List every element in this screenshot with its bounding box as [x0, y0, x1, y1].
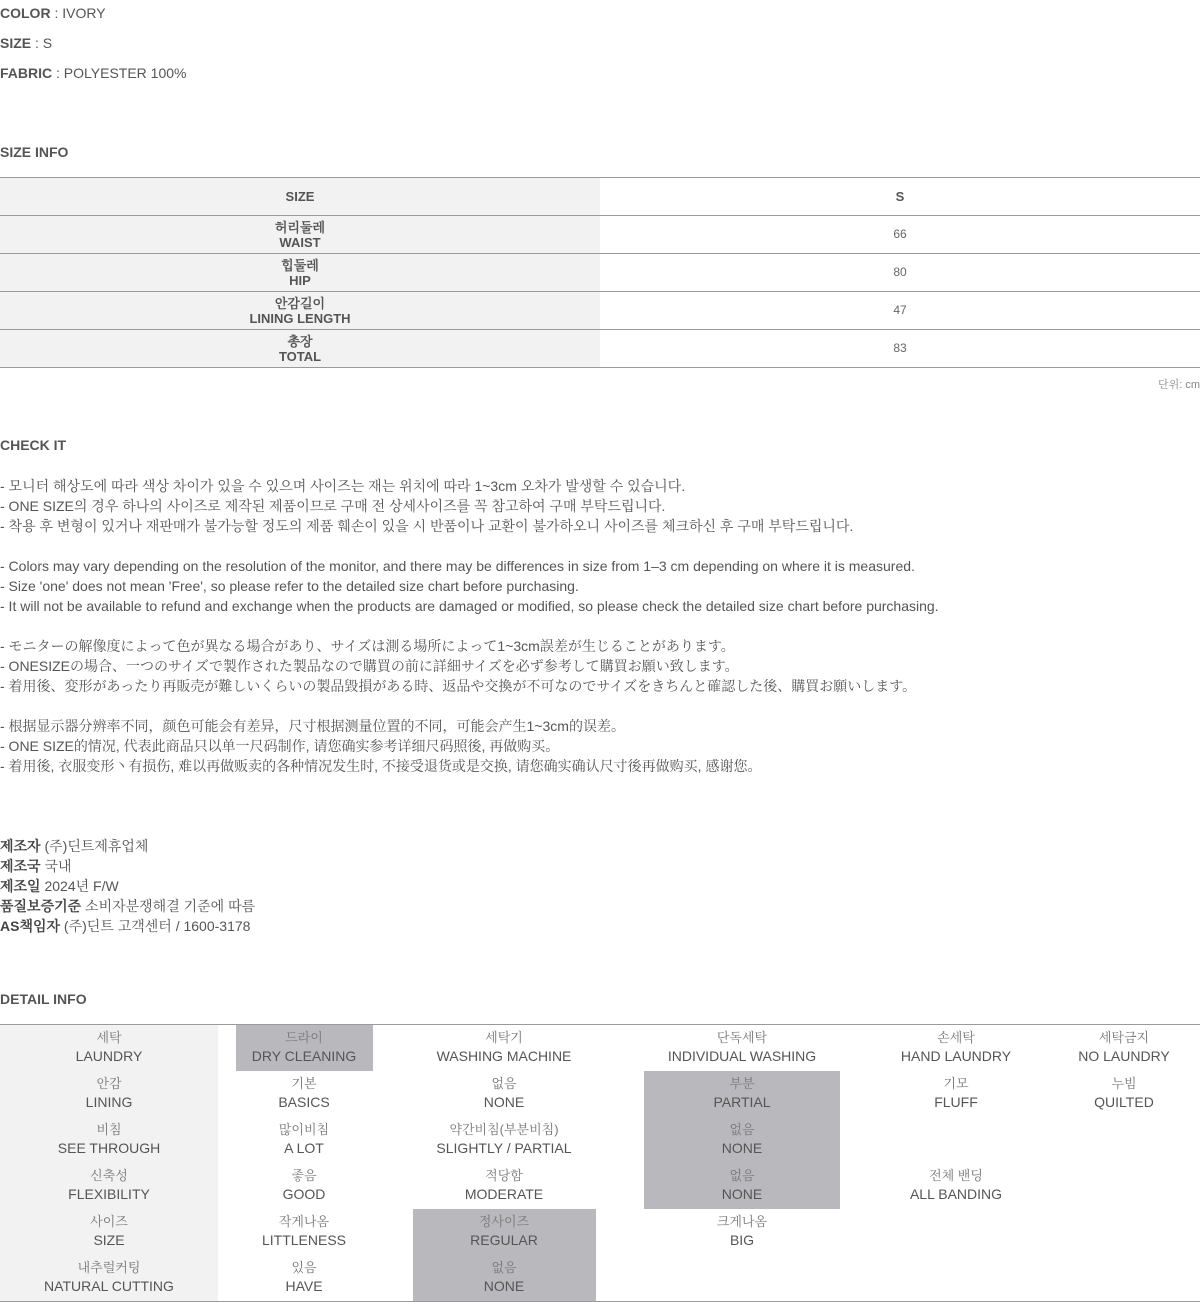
- spec-label: SIZE: [0, 35, 32, 51]
- detail-en: INDIVIDUAL WASHING: [667, 1048, 817, 1064]
- mfg-value: (주)딘트제휴업체: [44, 838, 149, 854]
- detail-en: DRY CLEANING: [251, 1048, 357, 1064]
- detail-en: LITTLENESS: [261, 1232, 347, 1248]
- size-row-value: 66: [600, 216, 1200, 254]
- spec-color: COLOR : IVORY: [0, 5, 106, 21]
- detail-en: FLEXIBILITY: [68, 1186, 150, 1202]
- note-line: - Size 'one' does not mean 'Free', so please refer to the detailed size chart before purchasing.: [0, 578, 579, 594]
- size-row-label: [0, 254, 600, 292]
- detail-ko: 단독세탁: [716, 1030, 768, 1045]
- detail-table: [0, 1024, 1200, 1302]
- note-line: - It will not be available to refund and exchange when the products are damaged or modified, so please check the detailed size chart before purchasing.: [0, 598, 939, 614]
- check-it-notes: [0, 476, 939, 776]
- size-label-ko: 총장: [287, 333, 313, 349]
- detail-ko: 기모: [943, 1076, 969, 1091]
- spec-label: FABRIC: [0, 65, 53, 81]
- mfg-row: [0, 836, 255, 856]
- manufacturer-info: [0, 836, 255, 936]
- mfg-row: [0, 876, 255, 896]
- spec-fabric: FABRIC : POLYESTER 100%: [0, 65, 187, 81]
- mfg-label: 제조일: [0, 878, 41, 894]
- mfg-row: [0, 916, 255, 936]
- detail-en: NONE: [721, 1140, 763, 1156]
- detail-ko: 약간비침(부분비침): [449, 1122, 559, 1137]
- detail-en: SLIGHTLY / PARTIAL: [436, 1140, 572, 1156]
- size-row-hip: [0, 254, 1200, 292]
- detail-en: NONE: [483, 1278, 525, 1294]
- detail-en: BASICS: [278, 1094, 330, 1110]
- detail-ko: 정사이즈: [478, 1214, 530, 1229]
- detail-ko: 기본: [291, 1076, 317, 1091]
- size-header-label: SIZE: [0, 178, 600, 216]
- size-label-ko: 허리둘레: [274, 219, 326, 235]
- mfg-row: [0, 896, 255, 916]
- note-line: - ONESIZEの場合、一つのサイズで製作された製品なので購買の前に詳細サイズを必ず参考して購買お願い致します。: [0, 658, 739, 674]
- detail-ko: 누빔: [1111, 1076, 1137, 1091]
- detail-en: NONE: [483, 1094, 525, 1110]
- size-header-value: S: [600, 178, 1200, 216]
- detail-ko: 세탁금지: [1098, 1030, 1150, 1045]
- detail-ko: 좋음: [291, 1168, 317, 1183]
- detail-en: FLUFF: [934, 1094, 978, 1110]
- size-row-label: [0, 292, 600, 330]
- detail-ko: 전체 밴딩: [929, 1168, 983, 1183]
- size-row-value: 83: [600, 330, 1200, 368]
- mfg-label: 품질보증기준: [0, 898, 82, 914]
- detail-ko: 많이비침: [278, 1122, 330, 1137]
- size-label-en: HIP: [289, 272, 311, 288]
- detail-ko: 작게나옴: [278, 1214, 330, 1229]
- detail-en: NONE: [721, 1186, 763, 1202]
- size-table: [0, 177, 1200, 368]
- detail-en: WASHING MACHINE: [436, 1048, 572, 1064]
- note-line: - Colors may vary depending on the resolution of the monitor, and there may be differences in size from 1–3 cm depending on where it is measured.: [0, 558, 915, 574]
- detail-ko: 세탁기: [485, 1030, 523, 1045]
- size-label-en: TOTAL: [278, 348, 322, 364]
- detail-ko: 없음: [729, 1122, 755, 1137]
- size-row-label: [0, 216, 600, 254]
- detail-ko: 사이즈: [90, 1214, 128, 1229]
- detail-ko: 손세탁: [937, 1030, 975, 1045]
- detail-en: SEE THROUGH: [57, 1140, 161, 1156]
- size-row-value: 80: [600, 254, 1200, 292]
- detail-ko: 없음: [729, 1168, 755, 1183]
- note-line: - 모니터 해상도에 따라 색상 차이가 있을 수 있으며 사이즈는 재는 위치에 따라 1~3cm 오차가 발생할 수 있습니다.: [0, 478, 686, 494]
- mfg-value: 국내: [44, 858, 72, 874]
- note-line: - 根据显示器分辨率不同，颜色可能会有差异，尺寸根据测量位置的不同，可能会产生1~3cm的误差。: [0, 718, 625, 734]
- unit-note: 단위: cm: [1157, 379, 1200, 391]
- size-label-en: LINING LENGTH: [249, 310, 351, 326]
- mfg-value: 2024년 F/W: [44, 878, 119, 894]
- note-line: - ONE SIZE的情况, 代表此商品只以单一尺码制作, 请您确实参考详细尺码照後, 再做购买。: [0, 738, 560, 754]
- mfg-label: AS책임자: [0, 918, 61, 934]
- detail-ko: 안감: [96, 1076, 122, 1091]
- size-row-total: [0, 330, 1200, 368]
- size-label-en: WAIST: [279, 234, 321, 250]
- size-row-waist: [0, 216, 1200, 254]
- note-line: - 着用後, 衣服变形丶有损伤, 难以再做贩卖的各种情况发生时, 不接受退货或是交换, 请您确实确认尺寸後再做购买, 感谢您。: [0, 758, 762, 774]
- detail-en: LAUNDRY: [75, 1048, 143, 1064]
- detail-ko: 적당함: [485, 1168, 523, 1183]
- detail-ko: 세탁: [96, 1030, 122, 1045]
- detail-ko: 없음: [491, 1076, 517, 1091]
- size-row-label: [0, 330, 600, 368]
- detail-en: MODERATE: [464, 1186, 544, 1202]
- size-info-title: SIZE INFO: [0, 144, 69, 160]
- mfg-label: 제조국: [0, 858, 41, 874]
- detail-en: HAVE: [285, 1278, 323, 1294]
- detail-en: GOOD: [282, 1186, 326, 1202]
- detail-ko: 내추럴커팅: [77, 1260, 141, 1275]
- detail-en: QUILTED: [1094, 1094, 1154, 1110]
- spec-value: POLYESTER 100%: [63, 65, 187, 81]
- detail-en: NATURAL CUTTING: [44, 1278, 174, 1294]
- size-label-ko: 안감길이: [274, 295, 326, 311]
- detail-en: LINING: [85, 1094, 133, 1110]
- detail-en: HAND LAUNDRY: [900, 1048, 1012, 1064]
- detail-ko: 있음: [291, 1260, 317, 1275]
- spec-value: S: [42, 35, 53, 51]
- spec-size: SIZE : S: [0, 35, 53, 51]
- note-line: - モニターの解像度によって色が異なる場合があり、サイズは測る場所によって1~3cm誤差が生じることがあります。: [0, 638, 735, 654]
- detail-en: REGULAR: [470, 1232, 538, 1248]
- mfg-value: 소비자분쟁해결 기준에 따름: [85, 898, 256, 914]
- detail-en: ALL BANDING: [909, 1186, 1003, 1202]
- note-line: - ONE SIZE의 경우 하나의 사이즈로 제작된 제품이므로 구매 전 상세사이즈를 꼭 참고하여 구매 부탁드립니다.: [0, 498, 666, 514]
- detail-info-title: DETAIL INFO: [0, 991, 87, 1007]
- detail-en: A LOT: [284, 1140, 324, 1156]
- detail-en: SIZE: [93, 1232, 125, 1248]
- detail-en: PARTIAL: [713, 1094, 771, 1110]
- mfg-row: [0, 856, 255, 876]
- spec-label: COLOR: [0, 5, 51, 21]
- mfg-value: (주)딘트 고객센터 / 1600-3178: [63, 918, 251, 934]
- detail-ko: 크게나옴: [716, 1214, 768, 1229]
- detail-ko: 없음: [491, 1260, 517, 1275]
- size-table-header: [0, 178, 1200, 216]
- detail-ko: 드라이: [285, 1030, 323, 1045]
- size-label-ko: 힙둘레: [281, 257, 319, 273]
- detail-ko: 신축성: [90, 1168, 128, 1183]
- note-line: - 착용 후 변형이 있거나 재판매가 불가능할 정도의 제품 훼손이 있을 시 반품이나 교환이 불가하오니 사이즈를 체크하신 후 구매 부탁드립니다.: [0, 518, 854, 534]
- mfg-label: 제조자: [0, 838, 41, 854]
- detail-ko: 비침: [96, 1122, 122, 1137]
- detail-ko: 부분: [729, 1076, 755, 1091]
- size-row-value: 47: [600, 292, 1200, 330]
- detail-en: NO LAUNDRY: [1078, 1048, 1170, 1064]
- size-row-lining-length: [0, 292, 1200, 330]
- spec-value: IVORY: [62, 5, 106, 21]
- check-it-title: CHECK IT: [0, 437, 67, 453]
- detail-en: BIG: [729, 1232, 755, 1248]
- note-line: - 着用後、変形があったり再販売が難しいくらいの製品毀損がある時、返品や交換が不可なのでサイズをきちんと確認した後、購買お願いします。: [0, 678, 917, 694]
